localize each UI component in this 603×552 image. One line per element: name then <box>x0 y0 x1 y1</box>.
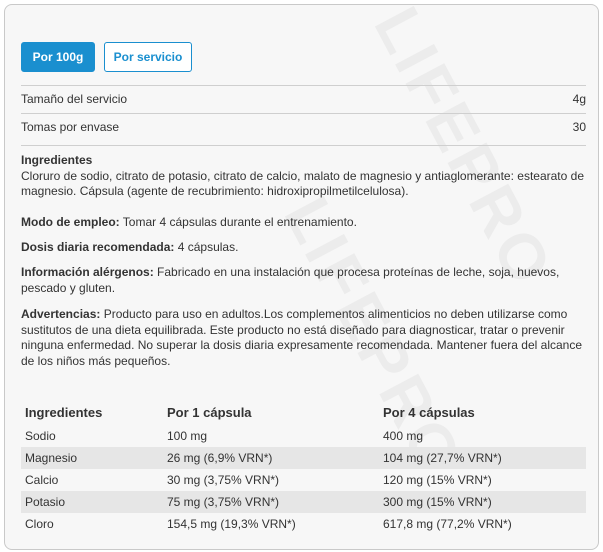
product-info-panel <box>4 4 599 550</box>
ingredients-heading: Ingredientes <box>21 153 93 167</box>
table-cell: Calcio <box>25 473 59 487</box>
warnings-label: Advertencias: <box>21 307 101 321</box>
table-cell: Cloro <box>25 517 54 531</box>
table-cell: 400 mg <box>383 429 424 443</box>
table-cell: 75 mg (3,75% VRN*) <box>163 491 379 513</box>
daily-dose-text: 4 cápsulas. <box>174 240 239 254</box>
daily-dose-section <box>21 240 586 256</box>
table-cell: Magnesio <box>21 447 163 469</box>
warnings-text: Producto para uso en adultos.Los complementos alimenticios no deben utilizarse como sustitutos de una dieta equilibrada. Este producto no está diseñado para diagnosticar, tratar o prevenir ninguna enfermedad. No superar la dosis diaria expresamente recomendada. Mantener fuera del alcance de los niños más pequeños. <box>21 307 583 368</box>
serving-size-label: Tamaño del servicio <box>21 92 128 106</box>
table-cell: 120 mg (15% VRN*) <box>383 473 492 487</box>
table-cell: Sodio <box>25 429 56 443</box>
serving-size-value: 4g <box>572 92 586 106</box>
warnings-section <box>21 307 586 369</box>
table-header: Ingredientes <box>25 404 103 420</box>
nutrition-table <box>21 399 586 535</box>
table-row <box>21 491 586 513</box>
servings-per-container-value: 30 <box>572 120 586 134</box>
serving-size-row <box>21 85 586 113</box>
table-cell: 154,5 mg (19,3% VRN*) <box>167 517 296 531</box>
table-cell: 30 mg (3,75% VRN*) <box>167 473 280 487</box>
servings-per-container-row <box>21 113 586 141</box>
tab-per-serving[interactable]: Por servicio <box>104 42 192 72</box>
daily-dose-label: Dosis diaria recomendada: <box>21 240 175 254</box>
ingredients-section <box>21 153 586 200</box>
table-cell: Potasio <box>21 491 163 513</box>
table-cell: 100 mg <box>167 429 208 443</box>
table-row <box>21 469 586 491</box>
table-row <box>21 447 586 469</box>
table-header-row <box>21 399 586 425</box>
allergens-text: Fabricado en una instalación que procesa proteínas de leche, soja, huevos, pescado y gluten. <box>21 265 560 295</box>
table-cell: 26 mg (6,9% VRN*) <box>163 447 379 469</box>
usage-label: Modo de empleo: <box>21 215 120 229</box>
table-row <box>21 513 586 535</box>
usage-text: Tomar 4 cápsulas durante el entrenamiento. <box>119 215 357 229</box>
table-cell: 104 mg (27,7% VRN*) <box>379 447 586 469</box>
tab-per-100g[interactable]: Por 100g <box>21 42 95 72</box>
table-row <box>21 425 586 447</box>
table-header: Por 4 cápsulas <box>383 404 475 420</box>
servings-per-container-label: Tomas por envase <box>21 120 120 134</box>
divider <box>21 145 586 146</box>
ingredients-text: Cloruro de sodio, citrato de potasio, citrato de calcio, malato de magnesio y antiaglomerante: estearato de magnesio. Cápsula (agente de recubrimiento: hidroxipropilmetilcelulosa). <box>21 168 584 198</box>
allergens-label: Información alérgenos: <box>21 265 154 279</box>
table-header: Por 1 cápsula <box>167 404 252 420</box>
table-cell: 617,8 mg (77,2% VRN*) <box>383 517 512 531</box>
table-cell: 300 mg (15% VRN*) <box>379 491 586 513</box>
usage-section <box>21 215 586 231</box>
allergens-section <box>21 265 586 296</box>
